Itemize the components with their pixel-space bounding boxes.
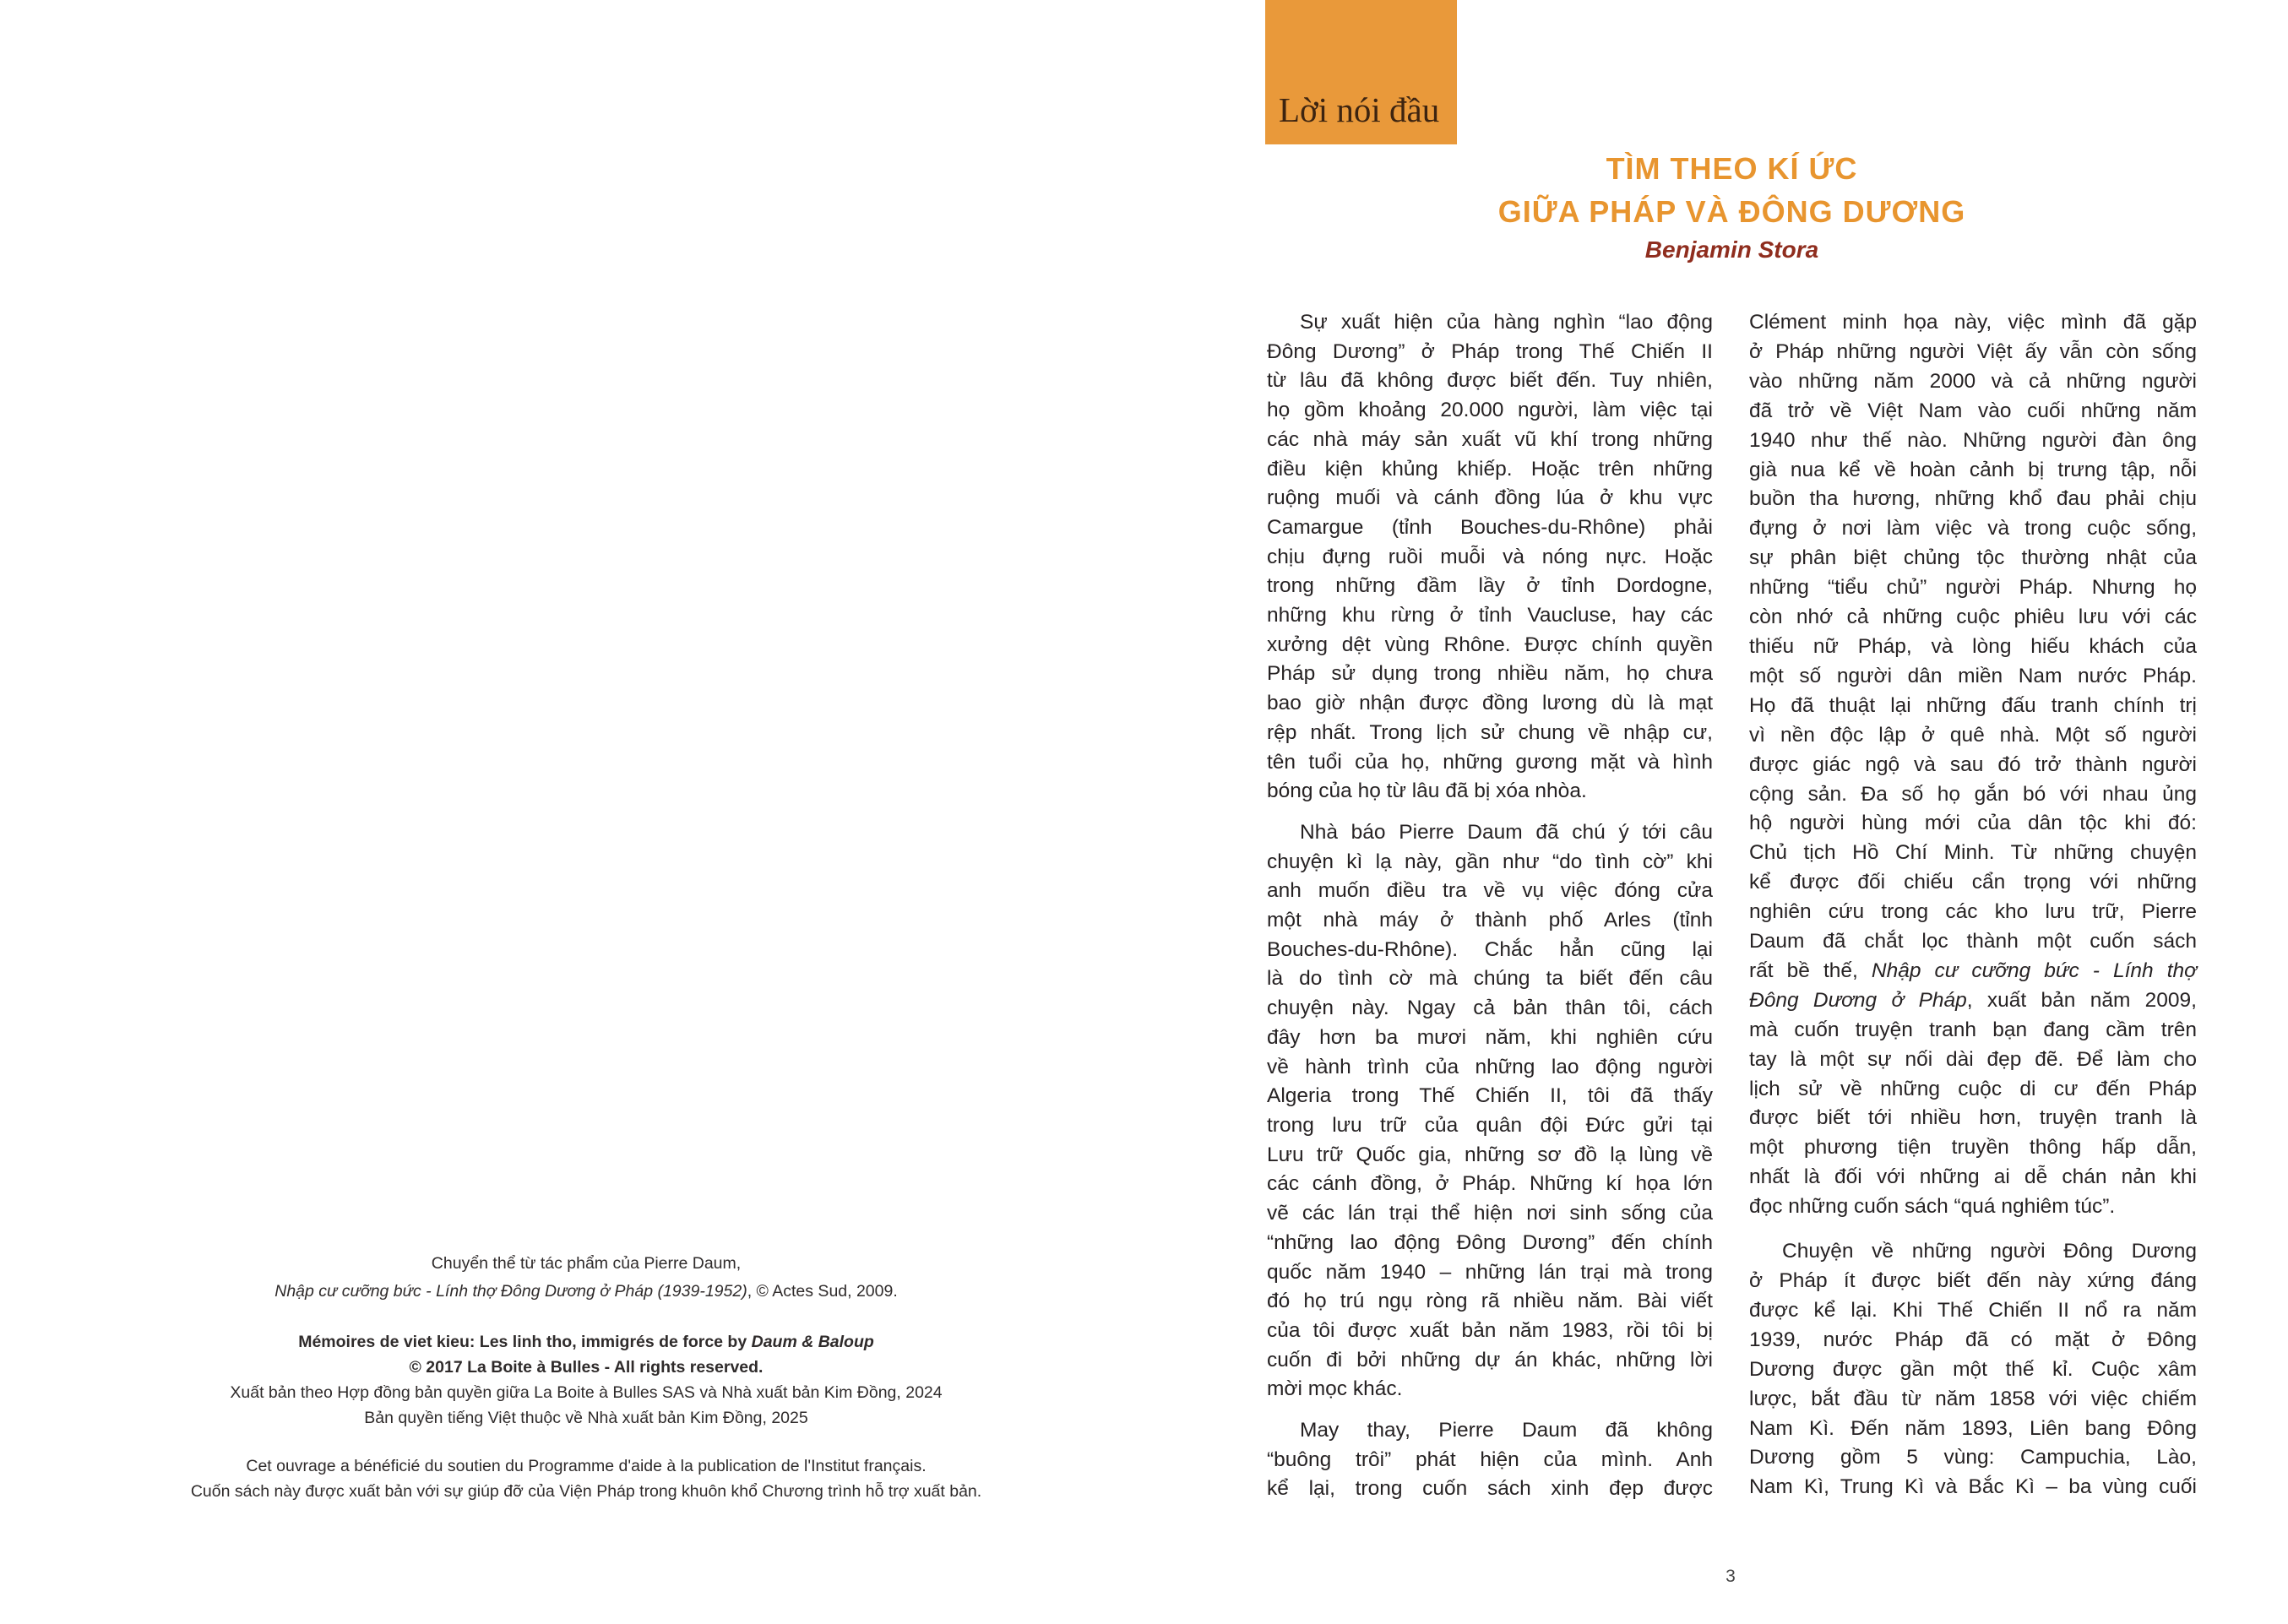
article-line: 1940 như thế nào. Những người đàn ông [1749,428,2197,452]
article-line: đựng ở nơi làm việc và trong cuộc sống, [1749,517,2197,540]
article-line: chuyện này. Ngay cả bản thân tôi, cách [1267,997,1713,1020]
article-line: họ gồm khoảng 20.000 người, làm việc tại [1267,399,1713,422]
article-line: kể lại, trong cuốn sách xinh đẹp được [1267,1477,1713,1501]
article-line: được kể lại. Khi Thế Chiến II nổ ra năm [1749,1298,2197,1322]
article-line: tay là một sự nối dài đẹp đẽ. Để làm cho [1749,1047,2197,1071]
article-line: Dương được gần một thế kỉ. Cuộc xâm [1749,1357,2197,1381]
article-line: vẽ các lán trại thể hiện nơi sinh sống của [1267,1202,1713,1225]
article-line: ở Pháp những người Việt ấy vẫn còn sống [1749,339,2197,363]
article-line: ruộng muối và cánh đồng lúa ở khu vực [1267,486,1713,510]
article-line: vì nền độc lập ở quê nhà. Một số người [1749,723,2197,747]
section-tab [1265,0,1457,144]
article-line: lược, bắt đầu từ năm 1858 với việc chiếm [1749,1387,2197,1410]
article-line: được giác ngộ và sau đó trở thành người [1749,752,2197,776]
copyright-line: © 2017 La Boite à Bulles - All rights reserved. [409,1358,764,1377]
article-line: xưởng dệt vùng Rhône. Được chính quyền [1267,633,1713,656]
article-line: Nhà báo Pierre Daum đã chú ý tới câu [1300,820,1713,844]
article-line: Algeria trong Thế Chiến II, tôi đã thấy [1267,1084,1713,1108]
original-work-publisher: , © Actes Sud, 2009. [747,1282,898,1301]
article-line [1749,957,2197,986]
article-title-line-2: GIỮA PHÁP VÀ ĐÔNG DƯƠNG [1497,194,1966,229]
original-work-line [122,1278,1051,1306]
page-number: 3 [1726,1567,1736,1586]
article-line: già nua kể về hoàn cảnh bị trưng tập, nỗi [1749,458,2197,481]
article-line: Bouches-du-Rhône). Chắc hẳn cũng lại [1267,937,1713,961]
article-line: một số người dân miền Nam nước Pháp. [1749,664,2197,687]
article-line: điều kiện khủng khiếp. Hoặc trên những [1267,457,1713,481]
article-line: từ lâu đã không được biết đến. Tuy nhiên, [1267,369,1713,393]
italic-book-title: Nhập cư cưỡng bức - Lính thợ [1871,959,2197,982]
article-line: tên tuổi của họ, những gương mặt và hình [1267,750,1713,774]
article-line: mà cuốn truyện tranh bạn đang cầm trên [1749,1018,2197,1041]
article-line: Lưu trữ Quốc gia, những sơ đồ lạ lùng về [1267,1143,1713,1166]
article-line: anh muốn điều tra về vụ việc đóng cửa [1267,879,1713,903]
credits-support [122,1453,1051,1504]
article-line: đó họ trú ngụ ròng rã nhiều năm. Bài viết [1267,1290,1713,1313]
original-work-title: Nhập cư cưỡng bức - Lính thợ Đông Dương ở Pháp (1939-1952) [274,1282,747,1301]
article-line: Chuyện về những người Đông Dương [1782,1240,2197,1263]
article-line: những “tiểu chủ” người Pháp. Nhưng họ [1749,576,2197,600]
article-line: kể được đối chiếu cẩn trọng với những [1749,871,2197,894]
article-line: vào những năm 2000 và cả những người [1749,369,2197,393]
article-author: Benjamin Stora [1644,236,1819,263]
article-line: là do tình cờ mà chúng ta biết đến câu [1267,967,1713,991]
article-line: chuyện kì lạ này, gần như “do tình cờ” khi [1267,850,1713,873]
credits-adaptation [122,1250,1051,1306]
article-line: Clément minh họa này, việc mình đã gặp [1749,311,2197,334]
article-line: Nam Kì. Đến năm 1893, Liên bang Đông [1749,1416,2197,1440]
support-french-line: Cet ouvrage a bénéficié du soutien du Programme d'aide à la publication de l'Institut français. [246,1457,927,1475]
article-paragraph [1267,308,1713,807]
article-paragraph [1749,1237,2197,1502]
article-paragraph [1267,818,1713,1404]
article-line: được biết tới nhiều hơn, truyện tranh là [1749,1106,2197,1130]
article-line: “những lao động Đông Dương” đến chính [1267,1230,1713,1254]
section-tab-label: Lời nói đầu [1279,90,1440,129]
article-line: trong lưu trữ của quân đội Đức gửi tại [1267,1113,1713,1137]
article-line: 1939, nước Pháp đã có mặt ở Đông [1749,1328,2197,1351]
article-line: rệp nhất. Trong lịch sử chung về nhập cư, [1267,720,1713,744]
article-line: đọc những cuốn sách “quá nghiêm túc”. [1749,1195,2116,1219]
article-line: ở Pháp ít được biết đến này xứng đáng [1749,1269,2197,1292]
support-vietnamese-line: Cuốn sách này được xuất bản với sự giúp đỡ của Viện Pháp trong khuôn khổ Chương trình hỗ trợ xuất bản. [190,1482,982,1501]
article-paragraph [1749,308,2197,1222]
article-line: Pháp sử dụng trong nhiều năm, họ chưa [1267,662,1713,686]
article-line: cộng sản. Đa số họ gắn bó với nhau ủng [1749,782,2197,806]
article-line: các nhà máy sản xuất vũ khí trong những [1267,427,1713,451]
article-line: những khu rừng ở tỉnh Vaucluse, hay các [1267,604,1713,627]
article-line: một nhà máy ở thành phố Arles (tỉnh [1267,909,1713,932]
article-line: còn nhớ cả những cuộc phiêu lưu với các [1749,606,2197,629]
article-line: Dương gồm 5 vùng: Campuchia, Lào, [1749,1446,2197,1469]
article-column-left [1267,308,1713,1504]
article-title-line-1: TÌM THEO KÍ ỨC [1606,151,1858,186]
article-line: sự phân biệt chủng tộc thường nhật của [1749,546,2197,570]
vietnamese-rights-line: Bản quyền tiếng Việt thuộc về Nhà xuất bản Kim Đồng, 2025 [364,1409,808,1427]
article-line: của tôi được xuất bản năm 1983, rồi tôi bị [1267,1318,1713,1342]
article-text-segment: rất bề thế, [1749,959,1872,982]
french-edition-title: Mémoires de viet kieu: Les linh tho, immigrés de force by [298,1333,752,1351]
article-line: bóng của họ từ lâu đã bị xóa nhòa. [1267,779,1587,803]
french-edition-authors: Daum & Baloup [751,1333,874,1351]
article-line: về hành trình của những lao động người [1267,1055,1713,1078]
article-text-segment: , xuất bản năm 2009, [1966,988,2197,1012]
article-line: một phương tiện truyền thông hấp dẫn, [1749,1136,2197,1160]
article-line: Sự xuất hiện của hàng nghìn “lao động [1300,311,1713,334]
french-edition-line [122,1329,1051,1355]
article-line: Chủ tịch Hồ Chí Minh. Từ những chuyện [1749,841,2197,865]
article-line: Họ đã thuật lại những đấu tranh chính trị [1749,693,2197,717]
article-line: thiếu nữ Pháp, và lòng hiếu khách của [1749,634,2197,658]
article-line: Đông Dương” ở Pháp trong Thế Chiến II [1267,339,1713,363]
credits-rights [122,1329,1051,1431]
article-line: quốc năm 1940 – những lán trại mà trong [1267,1260,1713,1284]
article-line: bao giờ nhận được đồng lương dù là mạt [1267,692,1713,715]
article-line [1749,986,2197,1016]
article-line: mời mọc khác. [1267,1377,1403,1401]
article-line: “buông trôi” phát hiện của mình. Anh [1267,1447,1713,1471]
article-line: nghiên cứu trong các kho lưu trữ, Pierre [1749,900,2197,924]
article-paragraph [1267,1416,1713,1504]
article-line: hộ người hùng mới của dân tộc khi đó: [1749,812,2197,835]
adaptation-line: Chuyển thể từ tác phẩm của Pierre Daum, [431,1254,742,1273]
italic-book-title: Đông Dương ở Pháp [1749,988,1967,1012]
article-line: nhất là đối với những ai dễ chán nản khi [1749,1165,2197,1189]
article-line: Nam Kì, Trung Kì và Bắc Kì – ba vùng cuối [1749,1475,2197,1499]
article-line: đã trở về Việt Nam vào cuối những năm [1749,399,2197,422]
article-line: trong những đầm lầy ở tỉnh Dordogne, [1267,574,1713,598]
article-line: Camargue (tỉnh Bouches-du-Rhône) phải [1267,515,1713,539]
article-line: buồn tha hương, những khổ đau phải chịu [1749,487,2197,511]
article-column-right [1749,308,2197,1502]
article-line: Daum đã chắt lọc thành một cuốn sách [1749,930,2197,953]
article-line: cuốn đi bởi những dự án khác, những lời [1267,1348,1713,1371]
article-line: chịu đựng ruồi muỗi và nóng nực. Hoặc [1267,545,1713,568]
license-line: Xuất bản theo Hợp đồng bản quyền giữa La Boite à Bulles SAS và Nhà xuất bản Kim Đồng, 2024 [230,1383,943,1402]
article-line: lịch sử về những cuộc di cư đến Pháp [1749,1077,2197,1100]
article-line: May thay, Pierre Daum đã không [1300,1419,1713,1442]
article-line: đây hơn ba mươi năm, khi nghiên cứu [1267,1025,1713,1049]
article-line: các cánh đồng, ở Pháp. Những kí họa lớn [1267,1172,1713,1196]
